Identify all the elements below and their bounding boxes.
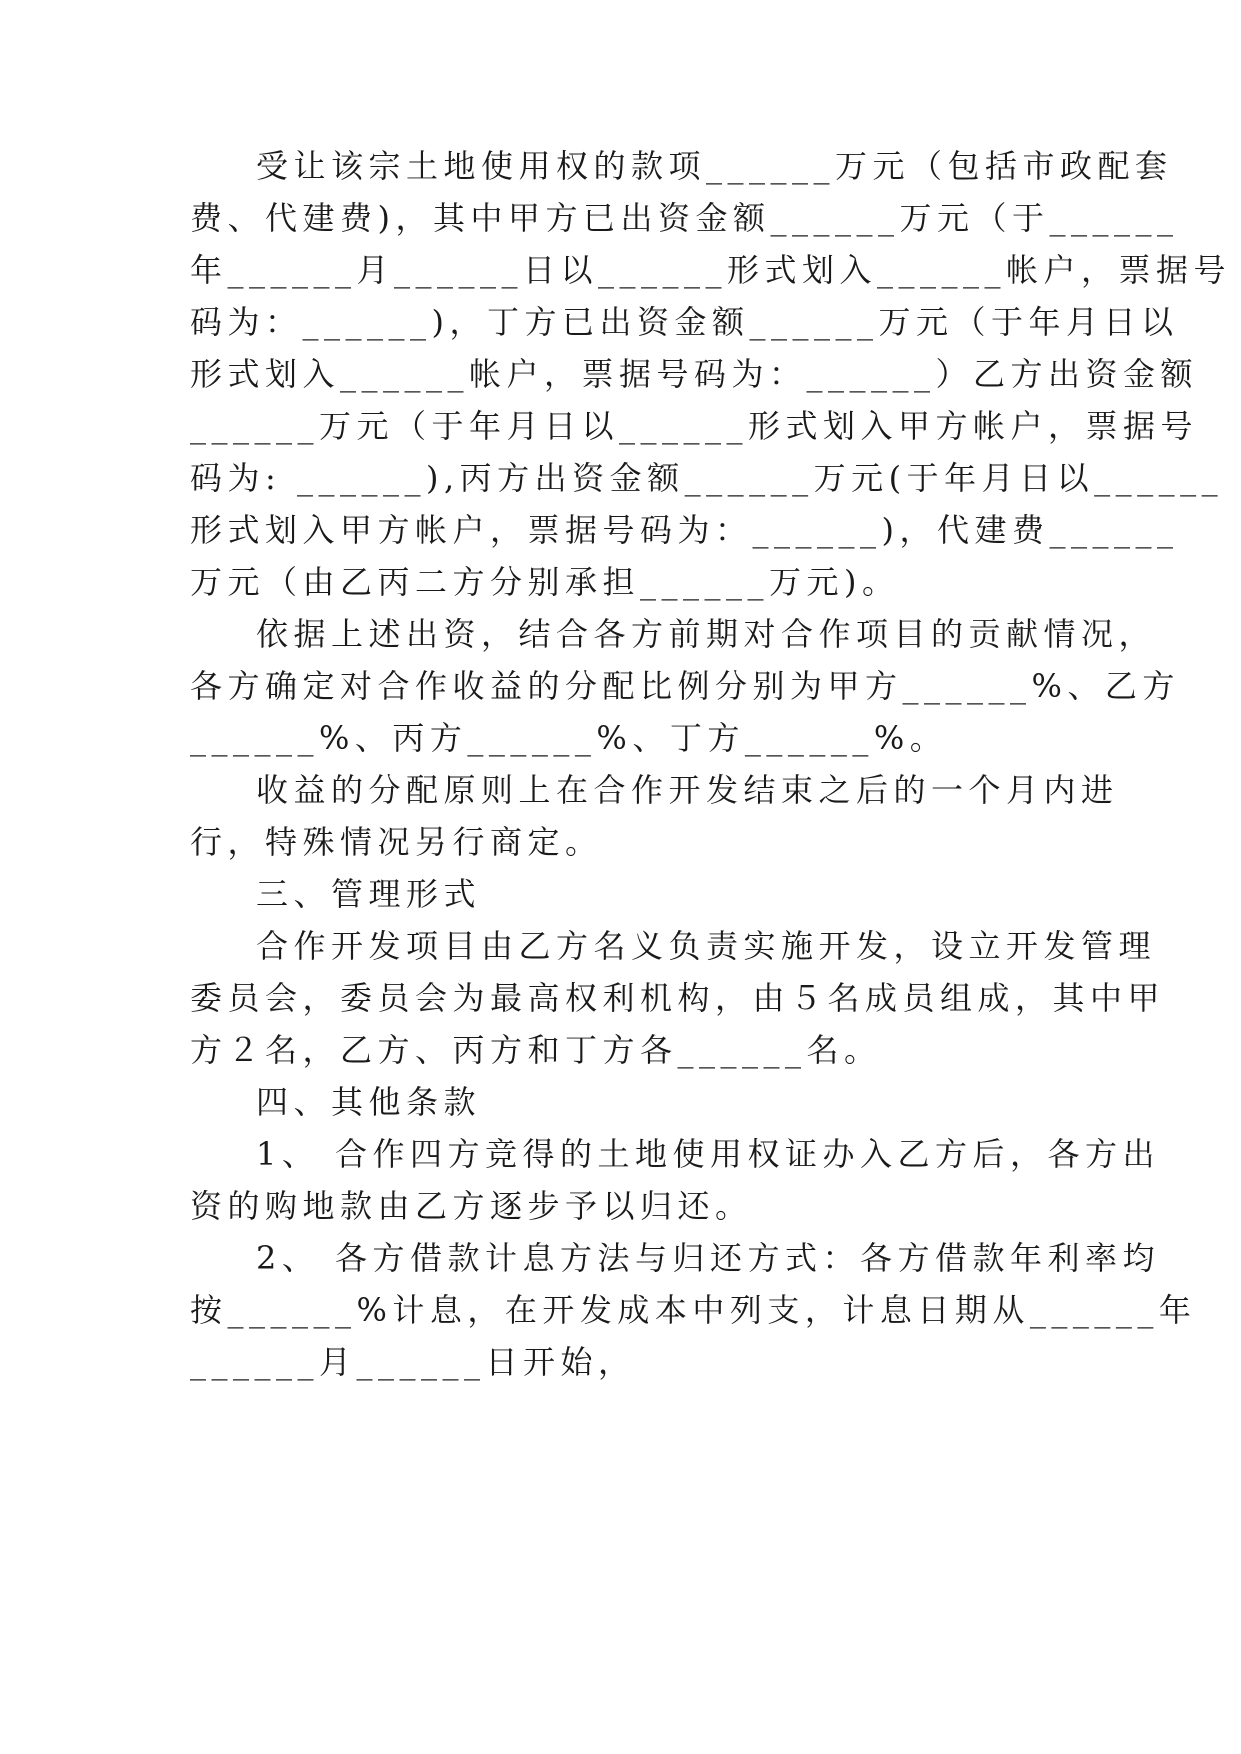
text-line: 1、 合作四方竞得的土地使用权证办入乙方后，各方出 [256, 1135, 1161, 1173]
section-heading: 四、其他条款 [256, 1083, 482, 1121]
text-line: 费、代建费)，其中甲方已出资金额______万元（于______ [190, 199, 1179, 237]
text-line: 各方确定对合作收益的分配比例分别为甲方______%、乙方 [190, 667, 1180, 705]
text-line: 码为: ______),丙方出资金额______万元(于年月日以______ [190, 459, 1224, 497]
text-line: 委员会，委员会为最高权利机构，由５名成员组成，其中甲 [190, 979, 1166, 1017]
text-line: 行，特殊情况另行商定。 [190, 823, 603, 861]
text-line: ______月______日开始， [190, 1343, 636, 1381]
text-line: 码为：______)，丁方已出资金额______万元（于年月日以 [190, 303, 1179, 341]
text-line: 形式划入______帐户，票据号码为：______）乙方出资金额 [190, 355, 1199, 393]
text-line: 按______%计息，在开发成本中列支，计息日期从______年 [190, 1291, 1197, 1329]
text-line: 收益的分配原则上在合作开发结束之后的一个月内进 [256, 771, 1119, 809]
text-line: ______万元（于年月日以______形式划入甲方帐户，票据号 [190, 407, 1199, 445]
text-line: 年______月______日以______形式划入______帐户，票据号 [190, 251, 1232, 289]
text-line: 形式划入甲方帐户，票据号码为：______)，代建费______ [190, 511, 1179, 549]
text-line: ______%、丙方______%、丁方______%。 [190, 719, 948, 757]
text-line: 2、 各方借款计息方法与归还方式：各方借款年利率均 [256, 1239, 1161, 1277]
text-line: 依据上述出资，结合各方前期对合作项目的贡献情况， [256, 615, 1157, 653]
text-line: 方２名，乙方、丙方和丁方各______名。 [190, 1031, 882, 1069]
text-line: 合作开发项目由乙方名义负责实施开发，设立开发管理 [256, 927, 1157, 965]
text-line: 资的购地款由乙方逐步予以归还。 [190, 1187, 753, 1225]
section-heading: 三、管理形式 [256, 875, 482, 913]
text-line: 万元（由乙丙二方分别承担______万元)。 [190, 563, 900, 601]
text-line: 受让该宗土地使用权的款项______万元（包括市政配套 [256, 147, 1173, 185]
